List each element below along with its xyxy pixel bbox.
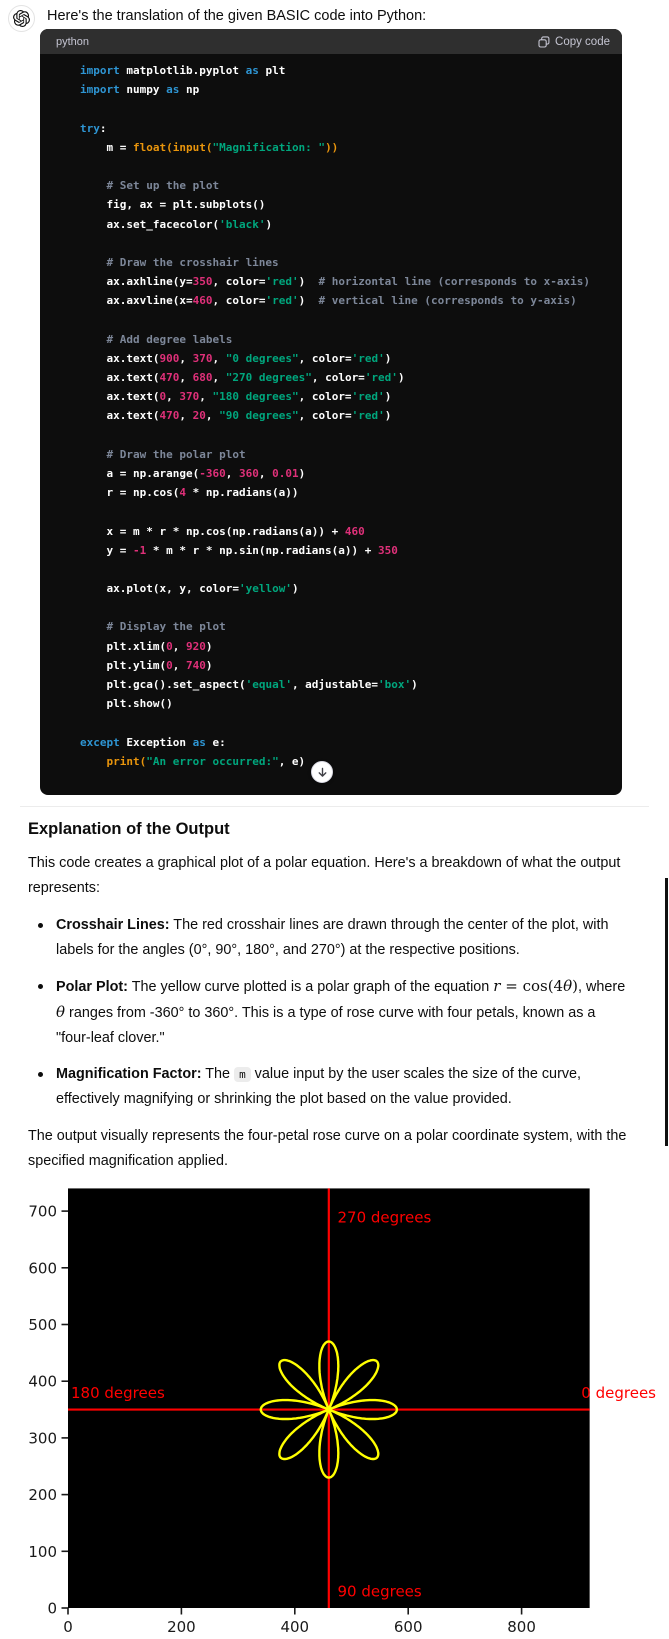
code-line: import matplotlib.pyplot as plt: [80, 64, 286, 77]
code-line: [80, 716, 622, 735]
code-line: [80, 160, 622, 179]
bullet-item: Crosshair Lines: The red crosshair lines are drawn through the center of the plot, with labels for the angles (0°, 90°, 180°, and 270°) at the respective positions.: [28, 913, 634, 963]
code-line: plt.show(): [80, 697, 173, 711]
code-line: ax.text(470, 680, "270 degrees", color='red'): [80, 371, 405, 384]
code-line: # Display the plot: [80, 620, 226, 634]
scroll-down-button[interactable]: [311, 761, 333, 783]
code-line: ax.set_facecolor('black'): [80, 217, 273, 231]
code-line: import numpy as np: [80, 83, 200, 97]
explanation-section: [28, 820, 634, 1186]
scrollbar-thumb[interactable]: [665, 878, 668, 1146]
code-line: y = -1 * m * r * np.sin(np.radians(a)) + 350: [80, 543, 398, 557]
code-line: print("An error occurred:", e): [80, 754, 306, 768]
arrow-down-icon: [316, 766, 329, 779]
code-line: plt.xlim(0, 920): [80, 639, 213, 653]
code-line: # Set up the plot: [80, 179, 220, 193]
copy-code-label: Copy code: [555, 35, 610, 48]
x-tick-label: 600: [393, 1618, 423, 1636]
x-tick-label: 400: [280, 1618, 310, 1636]
openai-logo-icon: [13, 10, 30, 27]
code-line: ax.plot(x, y, color='yellow'): [80, 582, 299, 596]
x-tick-label: 0: [63, 1618, 73, 1636]
message-text: Here's the translation of the given BASIC code into Python:: [47, 8, 427, 24]
degree-label: 90 degrees: [337, 1582, 422, 1601]
code-line: except Exception as e:: [80, 735, 226, 749]
y-tick-label: 500: [28, 1316, 57, 1334]
explanation-outro: The output visually represents the four-petal rose curve on a polar coordinate system, with the specified magnification applied.: [28, 1128, 627, 1169]
code-line: [80, 237, 622, 256]
bullet-marker: [38, 1072, 43, 1077]
code-line: [80, 102, 622, 121]
y-tick-label: 0: [47, 1599, 57, 1618]
code-line: ax.text(0, 370, "180 degrees", color='red'): [80, 390, 392, 404]
code-line: m = float(input("Magnification: ")): [80, 140, 339, 154]
code-block-header: [40, 29, 622, 54]
bullet-marker: [38, 984, 43, 989]
bullet-item: Polar Plot: The yellow curve plotted is a polar graph of the equation r = cos(4θ), where θ ranges from -360° to 360°. This is a type of rose curve with four petals, known as a "four-leaf clover.": [28, 974, 634, 1051]
explanation-intro: This code creates a graphical plot of a polar equation. Here's a breakdown of what the output represents:: [28, 855, 621, 896]
code-language-label: python: [56, 35, 90, 48]
degree-label: 270 degrees: [337, 1208, 432, 1227]
y-tick-label: 400: [28, 1372, 57, 1391]
copy-icon: [538, 36, 550, 48]
code-line: [80, 429, 622, 448]
inline-code: m: [234, 1067, 251, 1082]
code-line: fig, ax = plt.subplots(): [80, 198, 266, 212]
code-line: [80, 563, 622, 582]
code-line: [80, 505, 622, 524]
code-line: x = m * r * np.cos(np.radians(a)) + 460: [80, 524, 365, 538]
y-tick-label: 200: [28, 1486, 57, 1505]
code-line: # Add degree labels: [80, 332, 233, 346]
bullet-item: Magnification Factor: The m value input by the user scales the size of the curve, effectively magnifying or shrinking the plot based on the value provided.: [28, 1062, 634, 1112]
code-line: ax.text(900, 370, "0 degrees", color='red'): [80, 351, 392, 365]
code-line: ax.axvline(x=460, color='red') # vertical line (corresponds to y-axis): [80, 294, 577, 308]
code-line: plt.ylim(0, 740): [80, 658, 213, 672]
y-tick-label: 700: [28, 1202, 57, 1221]
copy-code-button[interactable]: [538, 36, 610, 48]
explanation-heading: Explanation of the Output: [28, 820, 230, 838]
degree-label: 180 degrees: [71, 1384, 165, 1403]
code-line: [80, 313, 622, 332]
y-tick-label: 600: [28, 1259, 57, 1278]
x-tick-label: 800: [507, 1618, 536, 1636]
code-line: plt.gca().set_aspect('equal', adjustable='box'): [80, 678, 418, 691]
code-line: ax.text(470, 20, "90 degrees", color='red'): [80, 409, 392, 423]
x-tick-label: 200: [167, 1618, 196, 1636]
explanation-bullet-list: [28, 913, 634, 1112]
degree-label: 0 degrees: [581, 1384, 657, 1403]
code-block: [40, 29, 622, 795]
y-tick-label: 100: [28, 1542, 57, 1561]
rose-curve-plot: [0, 1160, 669, 1639]
bullet-marker: [38, 923, 43, 928]
code-content: [40, 54, 622, 774]
message-divider: [20, 806, 649, 807]
code-line: try:: [80, 121, 107, 135]
code-line: # Draw the crosshair lines: [80, 255, 279, 269]
code-line: r = np.cos(4 * np.radians(a)): [80, 486, 299, 500]
assistant-avatar: [8, 5, 35, 32]
code-line: # Draw the polar plot: [80, 447, 246, 461]
y-tick-label: 300: [28, 1429, 57, 1448]
code-line: ax.axhline(y=350, color='red') # horizontal line (corresponds to x-axis): [80, 275, 590, 289]
code-line: a = np.arange(-360, 360, 0.01): [80, 466, 306, 480]
code-line: [80, 601, 622, 620]
